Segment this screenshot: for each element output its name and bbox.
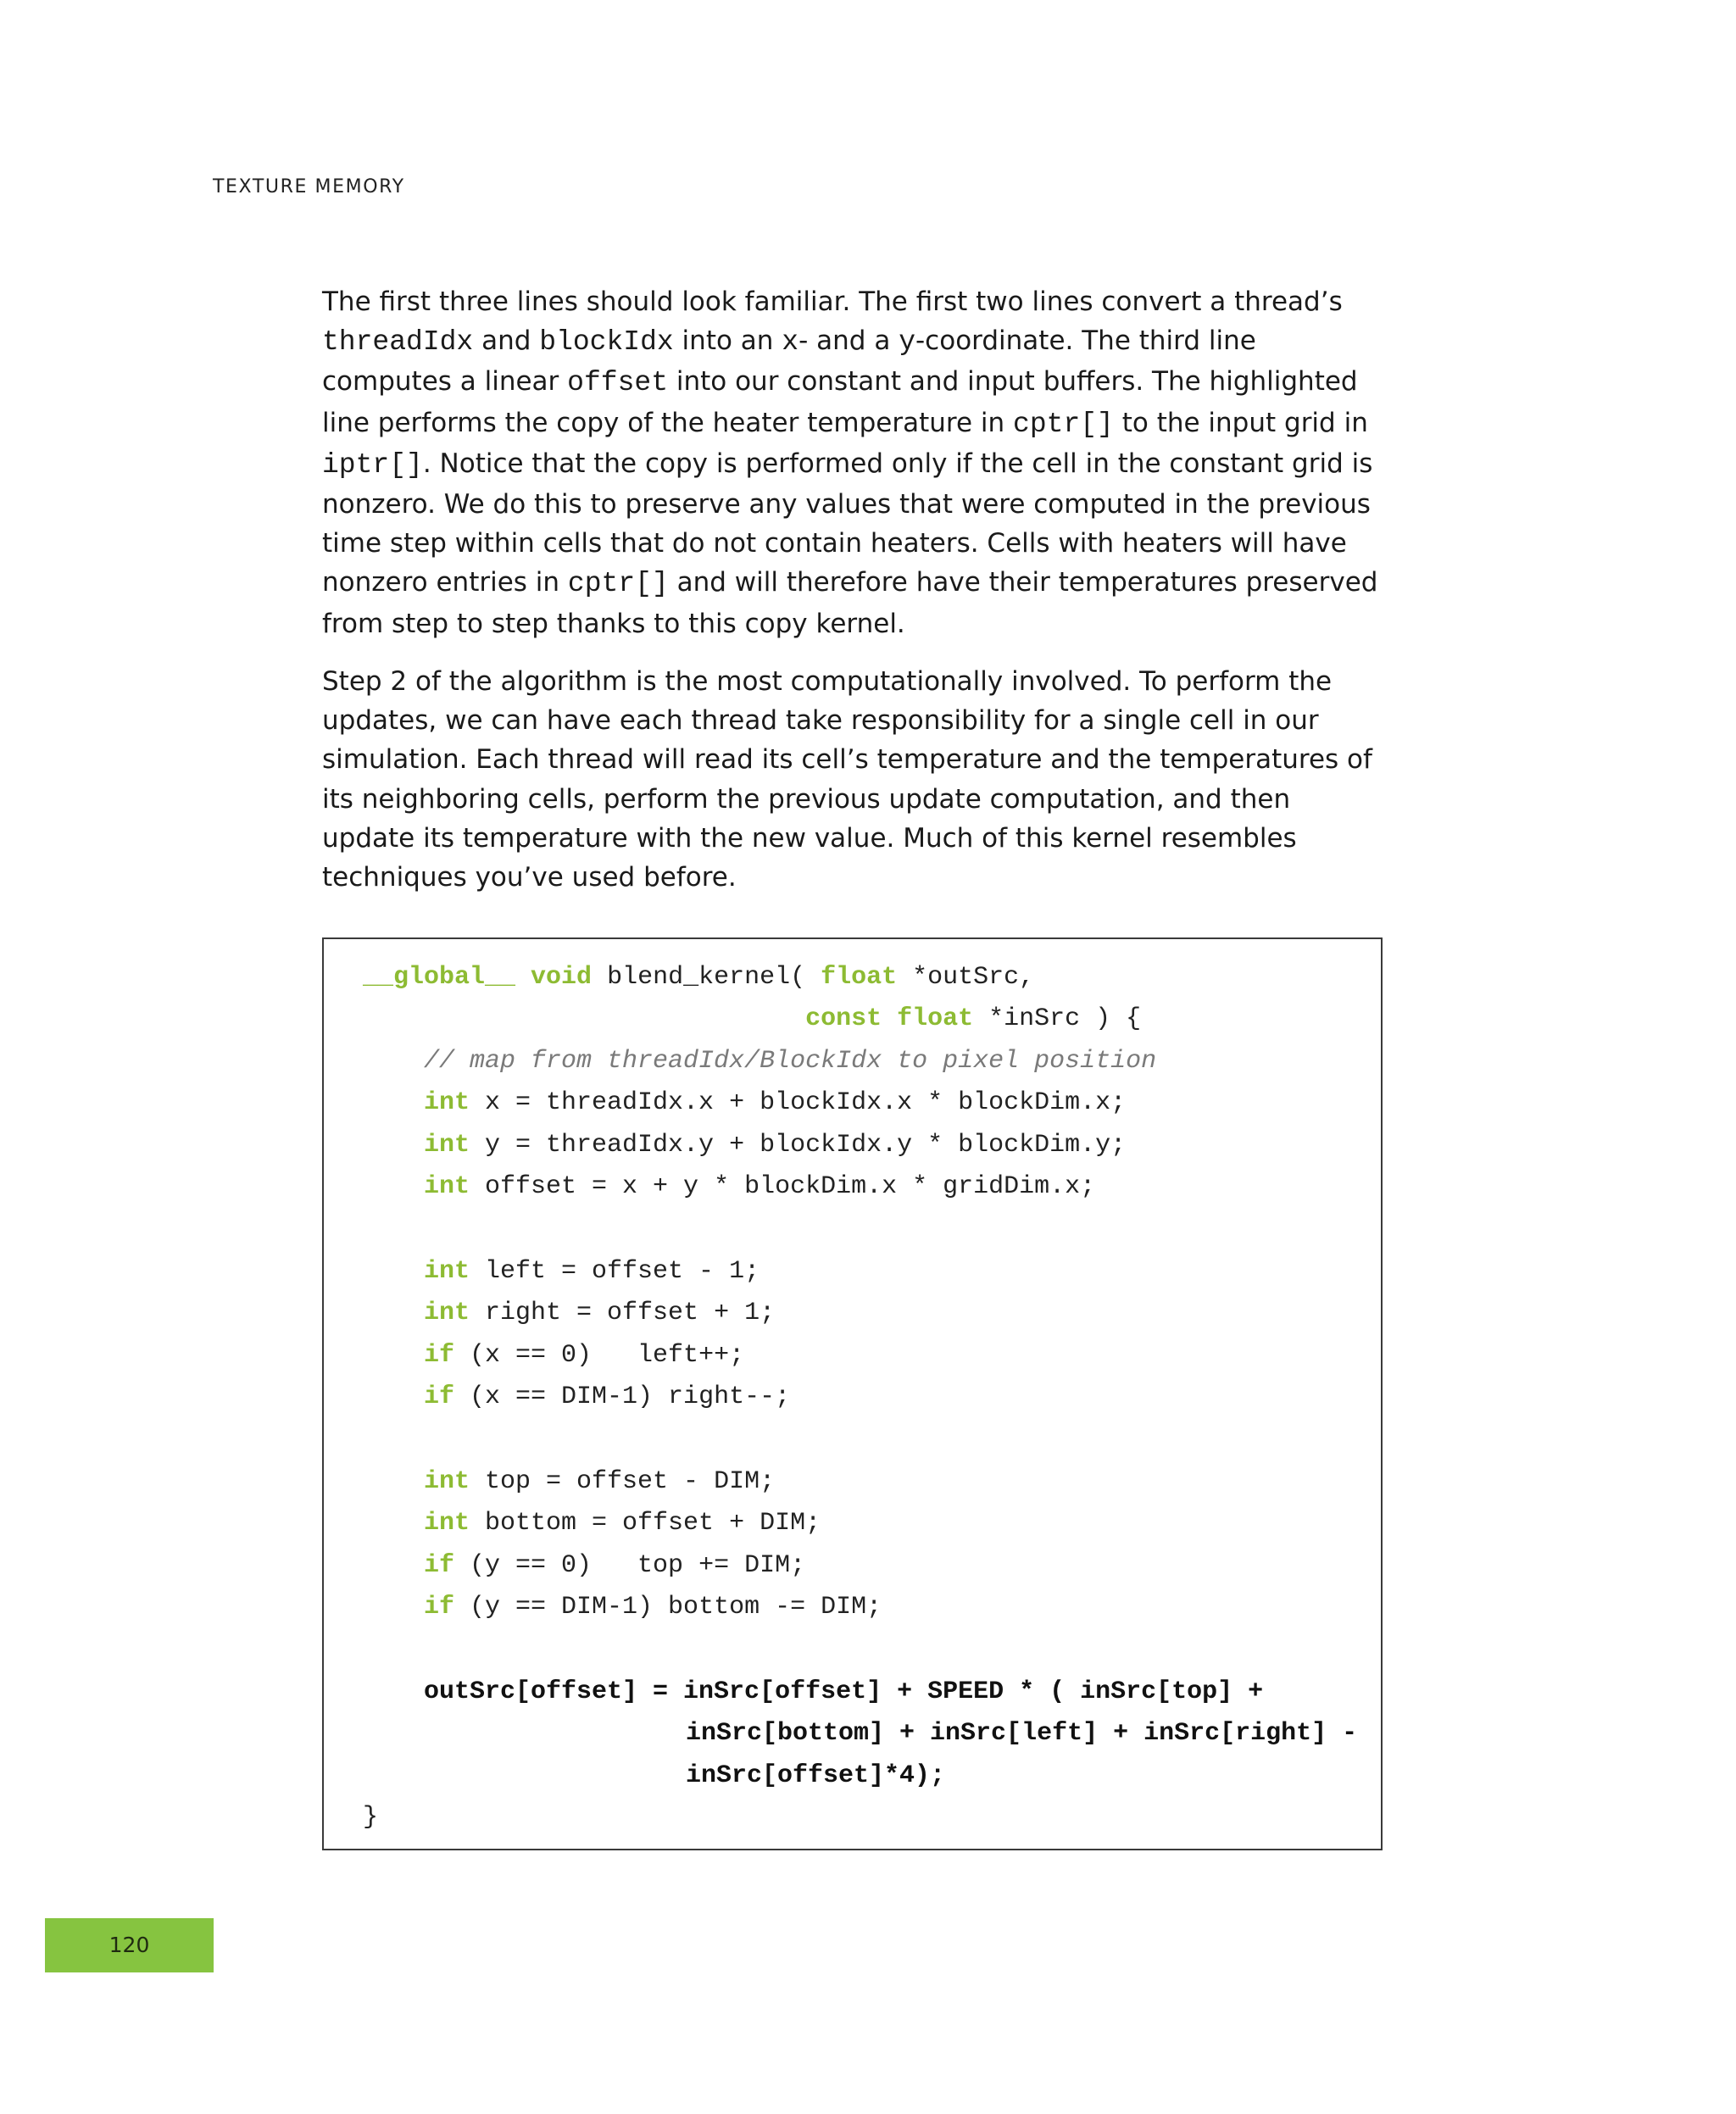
text-run: -coordinate. The third line computes a linear [322, 325, 1256, 398]
code-keyword: int [424, 1172, 470, 1201]
code-text: bottom = offset + DIM; [470, 1509, 821, 1538]
code-keyword: int [424, 1467, 470, 1496]
inline-code: y [899, 326, 915, 359]
code-text: top = offset - DIM; [470, 1467, 776, 1496]
code-keyword: if [424, 1551, 455, 1580]
code-text: x = threadIdx.x + blockIdx.x * blockDim.x; [470, 1088, 1127, 1117]
text-run: and will therefore have their temperatures preserved from step to step thanks to this copy kernel. [322, 567, 1378, 639]
code-keyword: if [424, 1341, 455, 1370]
code-text: (x == 0) left++; [454, 1341, 745, 1370]
code-line-15-highlighted: outSrc[offset] = inSrc[offset] + SPEED * ( inSrc[top] + [424, 1677, 1264, 1706]
code-line-10 [424, 1377, 790, 1418]
text-run: The first three lines should look familiar. The first two lines convert a thread’s [322, 287, 1343, 317]
code-listing [322, 937, 1383, 1850]
code-text: (x == DIM-1) right--; [454, 1382, 791, 1411]
inline-code: iptr[] [322, 448, 423, 481]
code-line-14 [424, 1587, 882, 1628]
code-line-17-highlighted: inSrc[offset]*4); [686, 1761, 946, 1790]
code-line-18: } [363, 1803, 379, 1832]
code-keyword: float [821, 963, 898, 992]
code-text: (y == 0) top += DIM; [454, 1551, 806, 1580]
code-text [882, 1004, 897, 1033]
inline-code: blockIdx [539, 326, 674, 359]
code-line-11 [424, 1461, 775, 1503]
text-run: to the input grid in [1113, 407, 1368, 438]
code-keyword: if [424, 1593, 455, 1622]
code-keyword: int [424, 1509, 470, 1538]
page-number-tab [45, 1918, 214, 1972]
code-keyword: const [805, 1004, 882, 1033]
code-keyword: int [424, 1257, 470, 1286]
code-line-6 [424, 1166, 1095, 1208]
code-line-12 [424, 1503, 821, 1544]
code-line-7 [424, 1251, 760, 1293]
code-text: y = threadIdx.y + blockIdx.y * blockDim.y; [470, 1131, 1127, 1160]
text-run: . Notice that the copy is performed only if the cell in the constant grid is nonzero. We do this to preserve any values that were computed in the previous time step within cells that do not contain heaters. Cells with heaters will have nonzero entries in [322, 448, 1373, 598]
code-keyword: int [424, 1131, 470, 1160]
code-keyword: void [531, 963, 593, 992]
code-line-9 [424, 1335, 744, 1377]
paragraph-copy-kernel-explanation [322, 282, 1390, 643]
code-line-13 [424, 1545, 805, 1587]
code-line-5 [424, 1125, 1126, 1166]
code-keyword: int [424, 1088, 470, 1117]
code-comment: // map from threadIdx/BlockIdx to pixel position [424, 1047, 1157, 1076]
running-header: TEXTURE MEMORY [213, 176, 405, 197]
page-number: 120 [108, 1933, 150, 1957]
code-text: blend_kernel( [592, 963, 821, 992]
code-line-4 [424, 1082, 1126, 1124]
code-keyword: float [897, 1004, 974, 1033]
code-keyword: int [424, 1299, 470, 1327]
inline-code: threadIdx [322, 326, 474, 359]
text-run: - and a [798, 325, 899, 357]
inline-code: cptr[] [1013, 408, 1114, 440]
inline-code: x [782, 326, 799, 359]
text-run: into an [673, 325, 782, 357]
code-indent [363, 1004, 805, 1033]
text-run: and [473, 325, 540, 357]
code-keyword: __global__ [363, 963, 516, 992]
code-line-8 [424, 1293, 775, 1334]
code-text [515, 963, 531, 992]
inline-code: cptr[] [567, 568, 669, 600]
paragraph-step2-intro: Step 2 of the algorithm is the most computationally involved. To perform the updates, we can have each thread take responsibility for a single cell in our simulation. Each thread will read its cell’s temperature and the temperatures of its neighboring cells, perform the previous update computation, and then update its temperature with the new value. Much of this kernel resembles techniques you’ve used before. [322, 666, 1372, 893]
code-text: offset = x + y * blockDim.x * gridDim.x; [470, 1172, 1096, 1201]
code-keyword: if [424, 1382, 455, 1411]
code-line-1 [363, 957, 1034, 999]
code-text: left = offset - 1; [470, 1257, 760, 1286]
code-text: right = offset + 1; [470, 1299, 776, 1327]
code-text: *outSrc, [897, 963, 1035, 992]
code-line-16-highlighted: inSrc[bottom] + inSrc[left] + inSrc[right] - [686, 1719, 1358, 1748]
code-line-3 [424, 1041, 1156, 1082]
code-line-2 [363, 999, 1141, 1040]
code-text: *inSrc ) { [973, 1004, 1142, 1033]
code-text: (y == DIM-1) bottom -= DIM; [454, 1593, 882, 1622]
inline-code: offset [567, 367, 668, 399]
text-run: into our constant and input buffers. The highlighted line performs the copy of the heater temperature in [322, 366, 1358, 438]
